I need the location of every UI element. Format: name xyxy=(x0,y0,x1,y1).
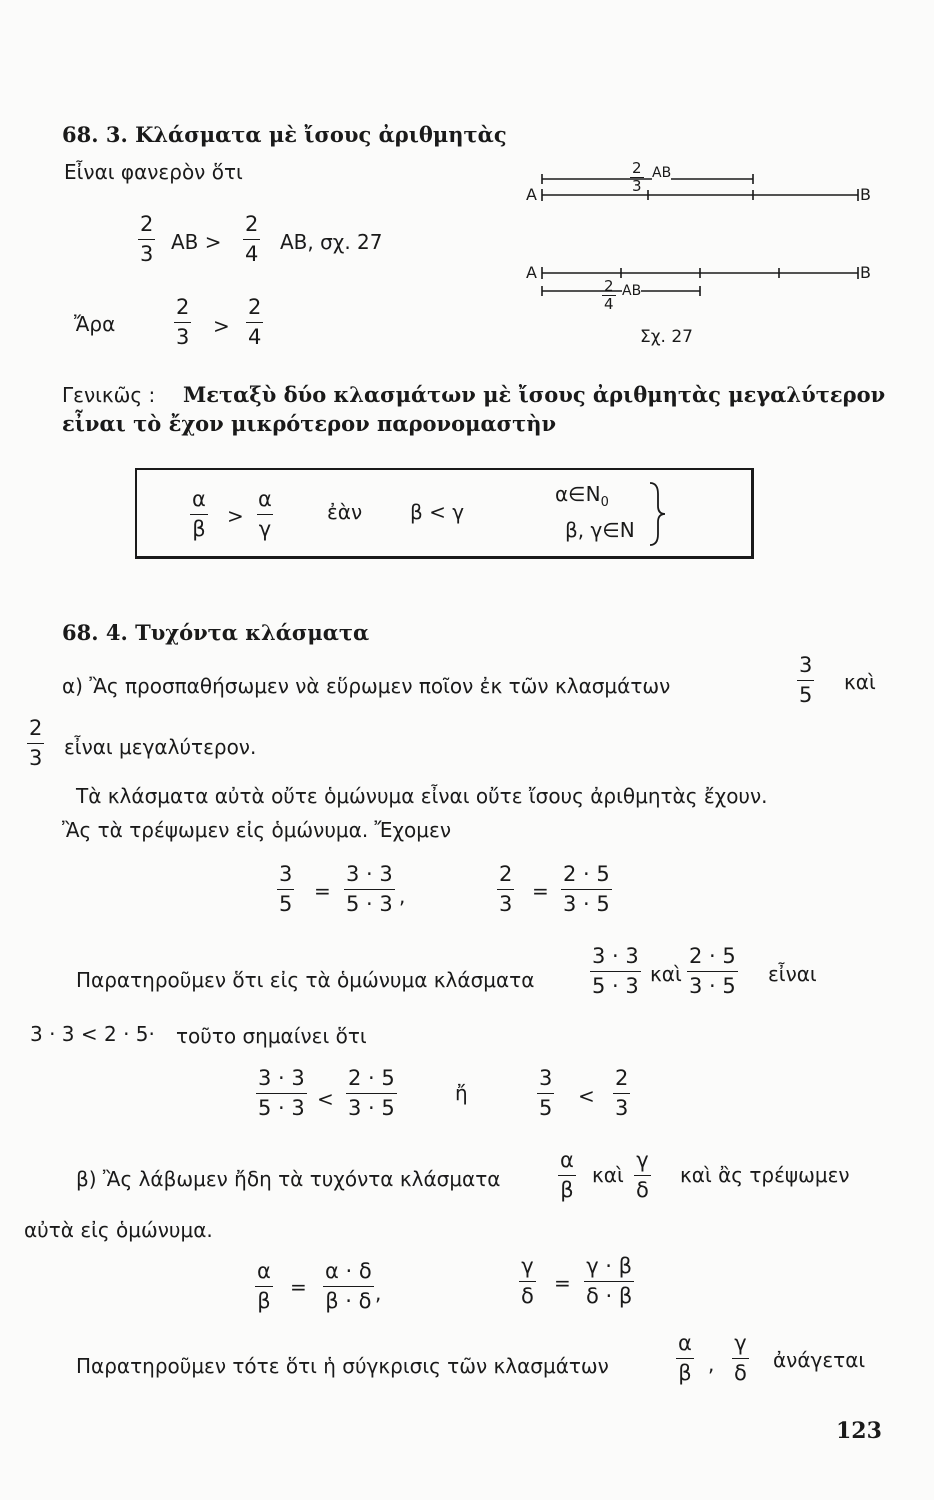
kai-1: καὶ xyxy=(844,670,876,694)
fraction-gamma-delta-c: $\frac{\gamma}{\delta}$ xyxy=(734,1331,747,1385)
box-condition: β < γ xyxy=(410,500,465,524)
box-ean: ἐὰν xyxy=(327,500,363,524)
fraction-25-35-b: $\frac{2 \cdot 5}{3 \cdot 5}$ xyxy=(689,944,736,998)
fraction-2-3-lhs: $\frac{2}{3}$ xyxy=(499,862,513,916)
fraction-33-53-b: $\frac{3 \cdot 3}{5 \cdot 3}$ xyxy=(592,944,639,998)
fraction-ad-bd: $\frac{\alpha \cdot \delta}{\beta \cdot \delta}$ xyxy=(325,1259,372,1313)
genikos-label: Γενικῶς : xyxy=(62,383,156,407)
final-observation: Παρατηροῦμεν τότε ὅτι ἡ σύγκρισις τῶν κλασμάτων xyxy=(76,1354,609,1378)
part-a-line-1: α) Ἂς προσπαθήσωμεν νὰ εὕρωμεν ποῖον ἐκ τῶν κλασμάτων xyxy=(62,674,671,698)
gt-sign: > xyxy=(213,314,230,338)
fraction-2-3: $\frac{2}{3}$ xyxy=(140,212,154,266)
fraction-33-53: $\frac{3 \cdot 3}{5 \cdot 3}$ xyxy=(346,862,393,916)
ara-label: Ἄρα xyxy=(74,312,116,336)
or-word: ἤ xyxy=(455,1081,468,1105)
fig-label-a-bottom: A xyxy=(526,263,537,282)
inequality-products: 3 · 3 < 2 · 5· xyxy=(30,1022,155,1046)
part-b-line-1: β) Ἂς λάβωμεν ἤδη τὰ τυχόντα κλάσματα xyxy=(76,1167,501,1191)
part-b-line-2: αὐτὰ εἰς ὁμώνυμα. xyxy=(24,1218,213,1242)
fraction-2-3-c: $\frac{2}{3}$ xyxy=(29,716,43,770)
equals-1: = xyxy=(314,879,331,903)
fraction-3-5-lhs: $\frac{3}{5}$ xyxy=(279,862,293,916)
box-gt-sign: > xyxy=(227,504,244,528)
section-heading-68-3: 68. 3. Κλάσματα μὲ ἴσους ἀριθμητὰς xyxy=(62,122,507,147)
kai-3: καὶ xyxy=(592,1163,624,1187)
rule-line-2: εἶναι τὸ ἔχον μικρότερον παρονομαστὴν xyxy=(62,411,557,436)
box-domain-alpha: $\alpha\in N_0$ xyxy=(555,482,609,510)
fraction-3-5-d: $\frac{3}{5}$ xyxy=(539,1066,553,1120)
fraction-2-3-d: $\frac{2}{3}$ xyxy=(615,1066,629,1120)
equals-3: = xyxy=(290,1275,307,1299)
comma-2: , xyxy=(375,1281,382,1305)
equals-2: = xyxy=(532,879,549,903)
comma-3: , xyxy=(708,1352,715,1376)
kai-2: καὶ xyxy=(650,962,682,986)
equals-4: = xyxy=(554,1271,571,1295)
fraction-25-35-c: $\frac{2 \cdot 5}{3 \cdot 5}$ xyxy=(348,1066,395,1120)
part-a-line-2: εἶναι μεγαλύτερον. xyxy=(64,735,257,759)
ineq-ab: AB > xyxy=(171,230,222,254)
fig-label-b-bottom: B xyxy=(860,263,871,282)
box-domain-beta-gamma: β, γ∈N xyxy=(565,518,635,542)
paragraph-2: Ἂς τὰ τρέψωμεν εἰς ὁμώνυμα. Ἔχομεν xyxy=(62,818,451,842)
figure-27 xyxy=(520,155,880,355)
fraction-alpha-beta-d: $\frac{\alpha}{\beta}$ xyxy=(678,1331,692,1385)
fig-label-a-top: A xyxy=(526,185,537,204)
rule-line-1: Μεταξὺ δύο κλασμάτων μὲ ἴσους ἀριθμητὰς μεγαλύτερον xyxy=(183,382,886,407)
fraction-alpha-beta-c: $\frac{\alpha}{\beta}$ xyxy=(257,1259,271,1313)
einai-1: εἶναι xyxy=(768,962,817,986)
observation-1: Παρατηροῦμεν ὅτι εἰς τὰ ὁμώνυμα κλάσματα xyxy=(76,968,535,992)
part-b-tail: καὶ ἂς τρέψωμεν xyxy=(680,1163,850,1187)
ineq-ab-ref: AB, σχ. 27 xyxy=(280,230,383,254)
fig-seg-top-label: AB xyxy=(652,165,672,181)
fraction-alpha-beta: $\frac{\alpha}{\beta}$ xyxy=(192,487,206,541)
fraction-2-4: $\frac{2}{4}$ xyxy=(245,212,259,266)
fraction-2-3-b: $\frac{2}{3}$ xyxy=(176,295,190,349)
fraction-2-4-b: $\frac{2}{4}$ xyxy=(248,295,262,349)
fraction-3-5: $\frac{3}{5}$ xyxy=(799,653,813,707)
fig-label-b-top: B xyxy=(860,185,871,204)
touto-text: τοῦτο σημαίνει ὅτι xyxy=(176,1024,367,1048)
section-heading-68-4: 68. 4. Τυχόντα κλάσματα xyxy=(62,620,370,645)
paragraph-1: Τὰ κλάσματα αὐτὰ οὔτε ὁμώνυμα εἶναι οὔτε ἴσους ἀριθμητὰς ἔχουν. xyxy=(76,784,768,808)
fraction-gb-db: $\frac{\gamma \cdot \beta}{\delta \cdot \beta}$ xyxy=(586,1254,633,1308)
comma-1: , xyxy=(399,884,406,908)
fraction-alpha-beta-b: $\frac{\alpha}{\beta}$ xyxy=(560,1148,574,1202)
anagetai-word: ἀνάγεται xyxy=(773,1348,866,1372)
fraction-alpha-gamma: $\frac{\alpha}{\gamma}$ xyxy=(258,487,272,541)
fig-seg-bottom-label: AB xyxy=(622,283,642,299)
fraction-25-35: $\frac{2 \cdot 5}{3 \cdot 5}$ xyxy=(563,862,610,916)
box-brace xyxy=(646,480,668,548)
fraction-gamma-delta: $\frac{\gamma}{\delta}$ xyxy=(636,1148,649,1202)
figure-caption: Σχ. 27 xyxy=(640,327,694,347)
lt-sign-2: < xyxy=(578,1084,595,1108)
fig-fraction-2-3: $\frac{2}{3}$ xyxy=(632,159,642,195)
page-number: 123 xyxy=(836,1418,882,1444)
fraction-33-53-c: $\frac{3 \cdot 3}{5 \cdot 3}$ xyxy=(258,1066,305,1120)
fraction-gamma-delta-b: $\frac{\gamma}{\delta}$ xyxy=(521,1254,534,1308)
fig-fraction-2-4: $\frac{2}{4}$ xyxy=(604,277,614,313)
lt-sign-1: < xyxy=(317,1087,334,1111)
intro-text: Εἶναι φανερὸν ὅτι xyxy=(64,160,243,184)
